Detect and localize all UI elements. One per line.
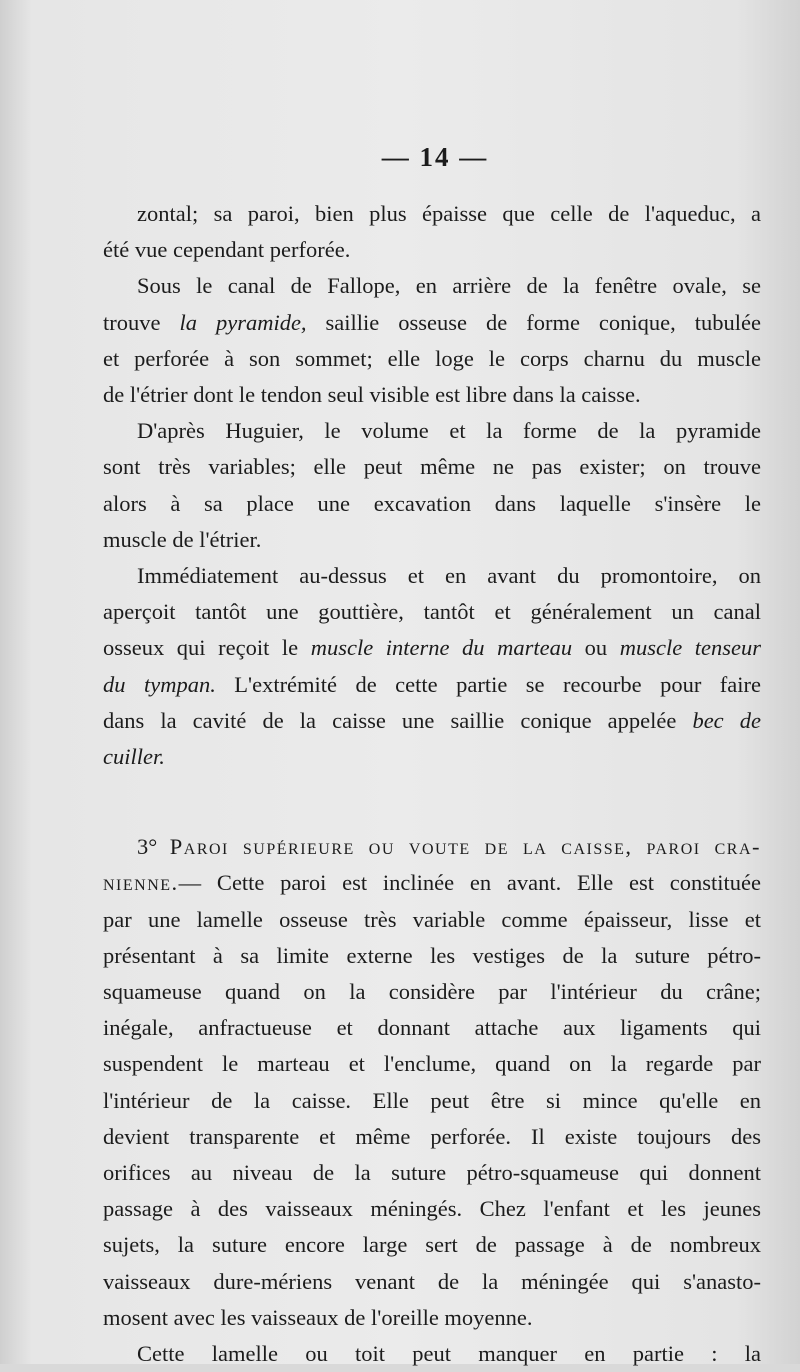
text-line: nienne.— Cette paroi est inclinée en avant. Elle est constituée — [103, 870, 761, 896]
section-heading: Paroi supérieure ou voute de la caisse, paroi cra- — [169, 834, 761, 860]
text-line: du tympan. L'extrémité de cette partie se recourbe pour faire — [103, 671, 761, 697]
text-line — [103, 739, 761, 775]
text-line: sont très variables; elle peut même ne pas exister; on trouve — [103, 454, 761, 480]
text-line: zontal; sa paroi, bien plus épaisse que celle de l'aqueduc, a — [137, 201, 761, 226]
italic-term: bec de — [692, 707, 761, 733]
text-line: osseux qui reçoit le muscle interne du marteau ou muscle tenseur — [103, 635, 761, 661]
text-line: D'après Huguier, le volume et la forme de la pyramide — [137, 418, 761, 444]
text-line: mosent avec les vaisseaux de l'oreille moyenne. — [103, 1304, 533, 1330]
text-line: sujets, la suture encore large sert de passage à de nombreux — [103, 1232, 761, 1258]
text-line: l'intérieur de la caisse. Elle peut être si mince qu'elle en — [103, 1087, 761, 1113]
section-gap — [103, 775, 761, 829]
text-line: passage à des vaisseaux méningés. Chez l'enfant et les jeunes — [103, 1196, 761, 1222]
text-line: Sous le canal de Fallope, en arrière de la fenêtre ovale, se — [137, 273, 761, 299]
text-line: inégale, anfractueuse et donnant attache aux ligaments qui — [103, 1015, 761, 1041]
text-line: de l'étrier dont le tendon seul visible est libre dans la caisse. — [103, 382, 641, 408]
italic-term: muscle tenseur — [619, 635, 761, 661]
text-line: suspendent le marteau et l'enclume, quand on la regarde par — [103, 1051, 761, 1077]
text-line: muscle de l'étrier. — [103, 526, 262, 552]
italic-term: du tympan. — [103, 671, 216, 697]
italic-term: la pyramide, — [179, 309, 307, 335]
text-line: Immédiatement au-dessus et en avant du promontoire, on — [137, 563, 761, 589]
text-line: été vue cependant perforée. — [103, 237, 351, 263]
text-line: dans la cavité de la caisse une saillie conique appelée bec de — [103, 707, 761, 733]
text-line: alors à sa place une excavation dans laquelle s'insère le — [103, 490, 761, 516]
text-line: vaisseaux dure-mériens venant de la méningée qui s'anasto- — [103, 1268, 761, 1294]
text-line: aperçoit tantôt une gouttière, tantôt et généralement un canal — [103, 599, 761, 625]
text-line: orifices au niveau de la suture pétro-squameuse qui donnent — [103, 1160, 761, 1186]
body-text — [103, 196, 761, 1372]
text-line: et perforée à son sommet; elle loge le corps charnu du muscle — [103, 345, 761, 371]
section-heading: nienne. — [103, 870, 179, 896]
text-line: squameuse quand on la considère par l'intérieur du crâne; — [103, 979, 761, 1005]
italic-term: cuiller. — [103, 744, 165, 770]
page-number: — 14 — — [381, 142, 489, 172]
text-line: trouve la pyramide, saillie osseuse de forme conique, tubulée — [103, 309, 761, 335]
text-line: présentant à sa limite externe les vestiges de la suture pétro- — [103, 942, 761, 968]
text-line: 3° Paroi supérieure ou voute de la caisse, paroi cra- — [137, 834, 761, 860]
text-line: Cette lamelle ou toit peut manquer en partie : la — [137, 1341, 761, 1367]
italic-term: muscle interne du marteau — [310, 635, 573, 661]
text-line: devient transparente et même perforée. Il existe toujours des — [103, 1123, 761, 1149]
text-line: par une lamelle osseuse très variable comme épaisseur, lisse et — [103, 906, 761, 932]
